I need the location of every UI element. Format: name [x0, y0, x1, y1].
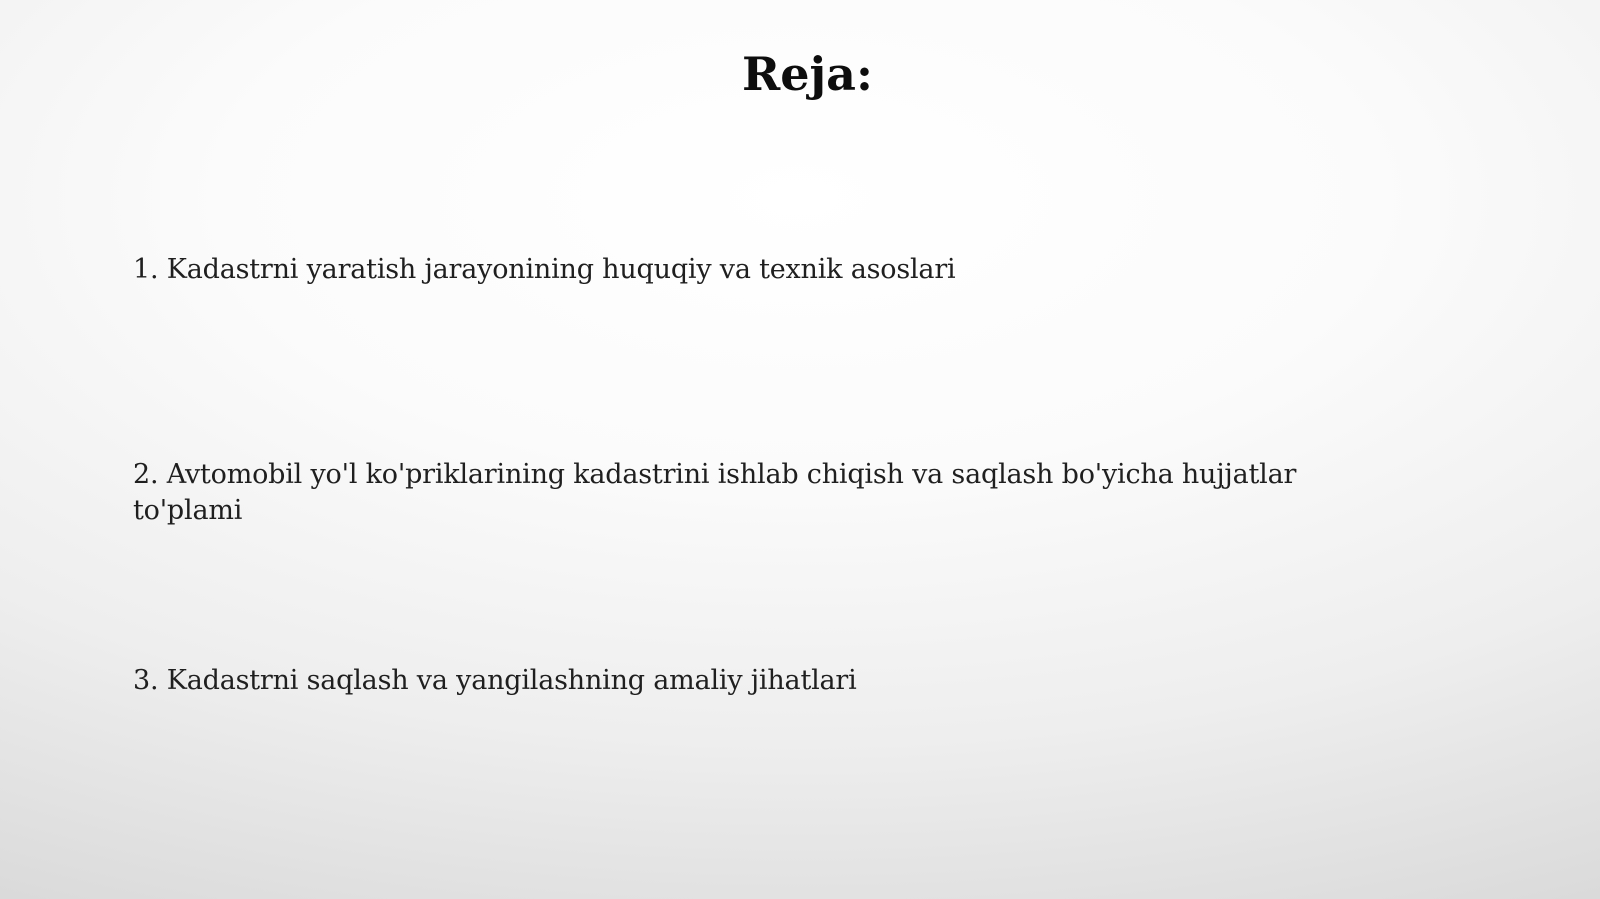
- plan-item-2: 2. Avtomobil yo'l ko'priklarining kadastrini ishlab chiqish va saqlash bo'yicha hujjatlar to'plami: [133, 459, 1297, 526]
- slide-title: Reja:: [742, 47, 873, 101]
- plan-item-1: 1. Kadastrni yaratish jarayonining huquqiy va texnik asoslari: [133, 254, 956, 285]
- plan-item-3: 3. Kadastrni saqlash va yangilashning amaliy jihatlari: [133, 665, 857, 696]
